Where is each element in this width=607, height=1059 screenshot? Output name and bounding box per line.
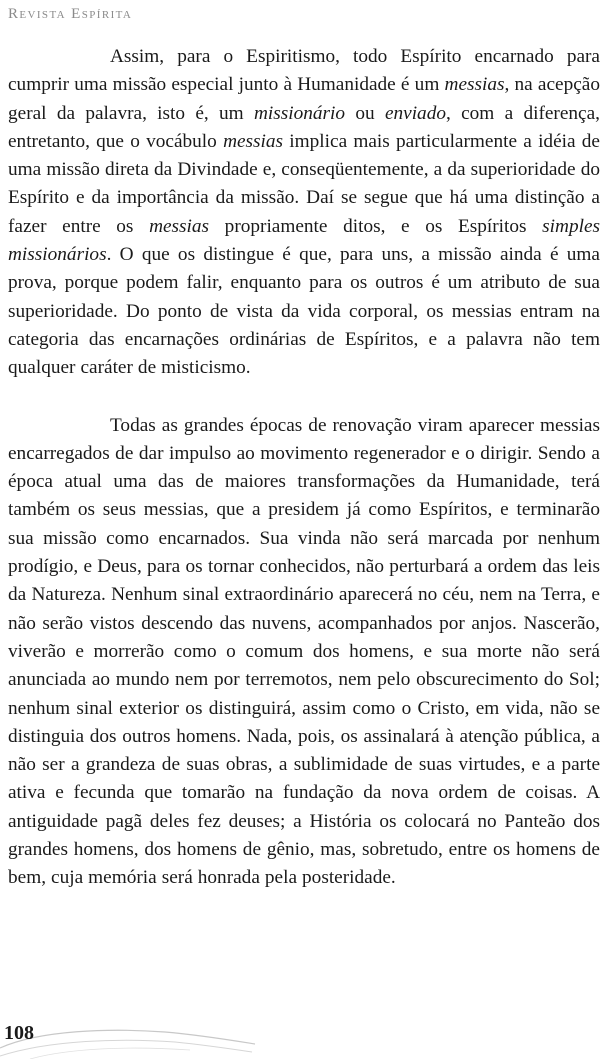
- p1-italic-1: messias: [444, 74, 505, 96]
- p1-italic-5: messias: [149, 215, 210, 237]
- p1-italic-6: simples missionários: [8, 215, 600, 266]
- swoosh-stroke-upper: [0, 1030, 255, 1048]
- swoosh-stroke-tail: [30, 1048, 190, 1059]
- paragraph-2: Todas as grandes épocas de renovação viram aparecer messias encarregados de dar impulso ao movimento regenerador e o dirigir. Sendo a época atual uma das de maiores transformações da Humanidade, terá também os seus messias, que a presidem já como Espíritos, e terminarão sua missão como encarnados. Sua vinda não será marcada por nenhum prodígio, e Deus, para os tornar conhecidos, não perturbará a ordem das leis da Natureza. Nenhum sinal extraordinário aparecerá no céu, nem na Terra, e não serão vistos descendo das nuvens, acompanhados por anjos. Nascerão, viverão e morrerão como o comum dos homens, e sua morte não será anunciada ao mundo nem por terremotos, nem pelo obscurecimento do Sol; nenhum sinal exterior os distinguirá, assim como o Cristo, em vida, não se distinguia dos outros homens. Nada, pois, os assinalará à atenção pública, a não ser a grandeza de suas obras, a sublimidade de suas virtudes, e a parte ativa e fecunda que tomarão na fundação da nova ordem de coisas. A antiguidade pagã deles fez deuses; a História os colocará no Panteão dos grandes homens, dos homens de gênio, mas, sobretudo, entre os homens de bem, cuja memória será honrada pela posteridade.: [8, 414, 600, 889]
- p1-text-5: implica mais particularmente a idéia de uma missão direta da Divindade e, conseqüentemente, a da superioridade do Espírito e da importância da missão. Daí se segue que há uma distinção a fazer entre os: [8, 130, 600, 237]
- p1-text-3: ou: [345, 102, 385, 124]
- body-text: [8, 43, 600, 893]
- paragraph-1: [8, 43, 600, 383]
- p1-italic-2: missionário: [253, 102, 346, 124]
- p1-text-2: , na acepção geral da palavra, isto é, um: [8, 74, 600, 124]
- p1-italic-4: messias: [223, 130, 284, 152]
- running-header: Revista Espírita: [8, 6, 133, 22]
- page-number: 108: [4, 1022, 34, 1044]
- p1-text-4: , com a diferença, entretanto, que o vocábulo: [8, 102, 600, 152]
- p1-text-1: Assim, para o Espiritismo, todo Espírito encarnado para cumprir uma missão especial junto à Humanidade é um: [8, 46, 600, 96]
- p1-text-7: . O que os distingue é que, para uns, a missão ainda é uma prova, porque podem falir, enquanto para os outros é um atributo de sua superioridade. Do ponto de vista da vida corporal, os messias entram na categoria das encarnações ordinárias de Espíritos, e a palavra não tem qualquer caráter de misticismo.: [8, 244, 600, 379]
- page-swoosh-ornament: [0, 1018, 260, 1059]
- p1-italic-3: enviado: [384, 102, 446, 124]
- p1-text-6: propriamente ditos, e os Espíritos: [209, 215, 543, 237]
